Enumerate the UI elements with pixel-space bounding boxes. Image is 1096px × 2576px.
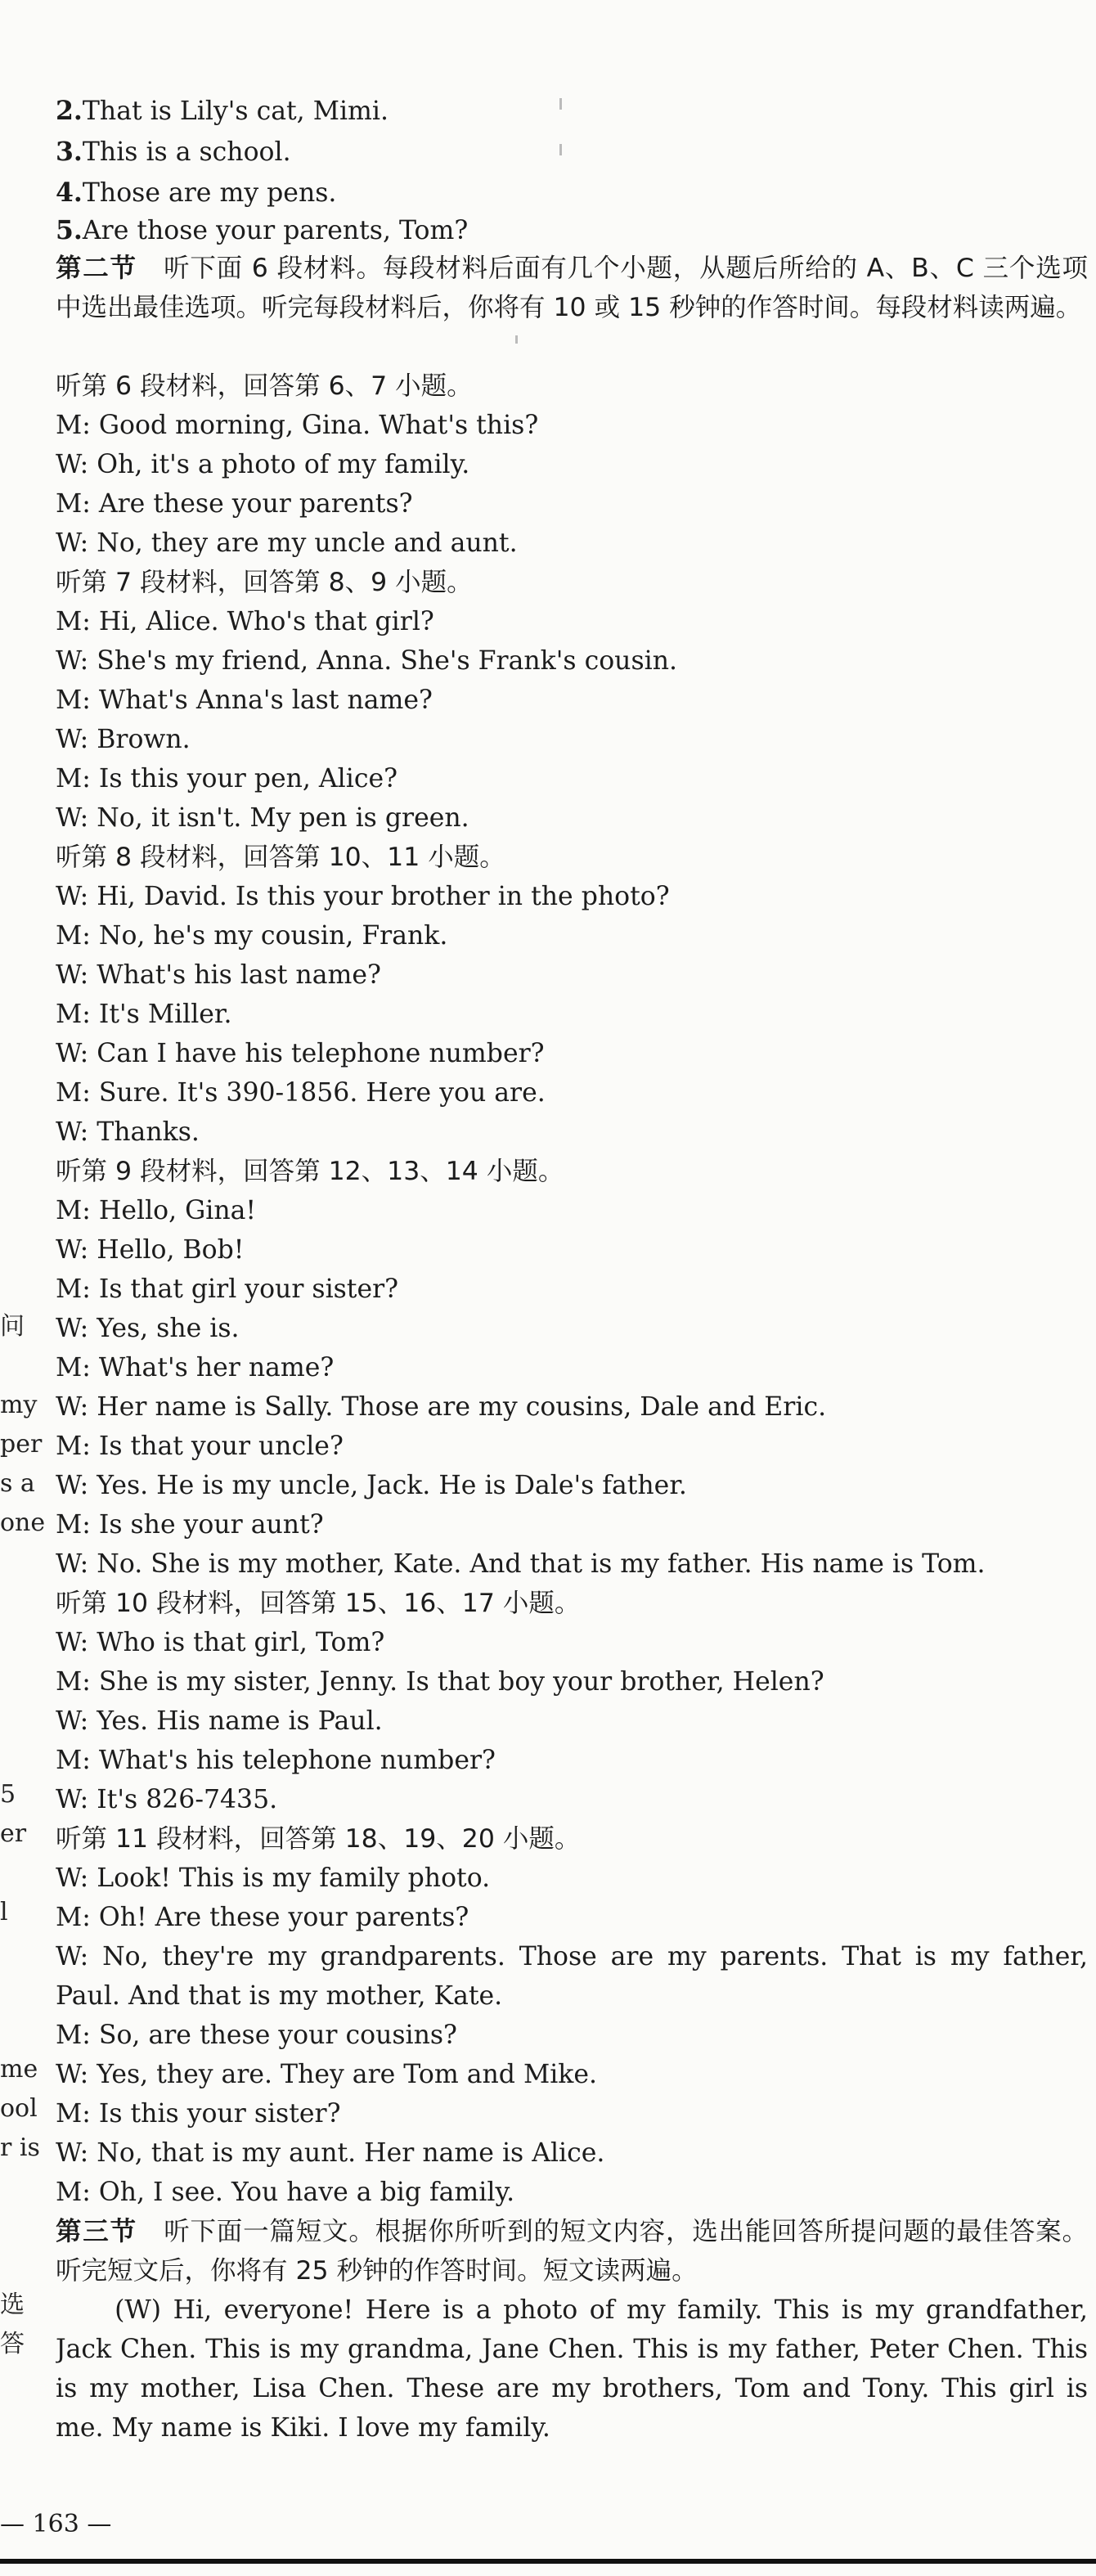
dialogue-line: M: Oh, I see. You have a big family.	[56, 2178, 515, 2207]
dialogue-line: M: Is this your pen, Alice?	[56, 764, 398, 793]
passage-paragraph: (W) Hi, everyone! Here is a photo of my family. This is my grandfather, Jack Chen. This is my grandma, Jane Chen. This is my father, Peter Chen. This is my mother, Lisa Chen. These are my brothers, Tom and Tony. This girl is me. My name is Kiki. I love my family.	[56, 2295, 1088, 2443]
dialogue-line: W: She's my friend, Anna. She's Frank's cousin.	[56, 646, 678, 676]
line-text: This is a school.	[82, 137, 291, 167]
answer-line-5	[56, 211, 1094, 250]
material-heading-7: 听第 7 段材料，回答第 8、9 小题。	[56, 568, 473, 597]
material-heading-11: 听第 11 段材料，回答第 18、19、20 小题。	[56, 1824, 581, 1854]
left-margin-fragment: 5	[0, 1780, 16, 1809]
dialogue-line: M: Sure. It's 390-1856. Here you are.	[56, 1078, 546, 1108]
left-margin-fragment: 问	[0, 1312, 25, 1341]
dialogue-line: M: Hi, Alice. Who's that girl?	[56, 607, 434, 636]
line-text: That is Lily's cat, Mimi.	[82, 97, 389, 126]
dialogue-line: M: No, he's my cousin, Frank.	[56, 921, 448, 951]
left-margin-fragment: ool	[0, 2094, 38, 2123]
dialogue-line: W: Yes, she is.	[56, 1314, 240, 1343]
material-heading-8: 听第 8 段材料，回答第 10、11 小题。	[56, 843, 505, 872]
left-margin-fragment: 答	[0, 2330, 25, 2358]
dialogue-line: M: Is this your sister?	[56, 2099, 341, 2129]
dialogue-line: M: What's her name?	[56, 1353, 335, 1382]
dialogue-line: M: What's Anna's last name?	[56, 686, 433, 715]
answer-line-3	[56, 133, 1094, 172]
dialogue-line: M: It's Miller.	[56, 1000, 232, 1029]
left-margin-fragment: s a	[0, 1469, 35, 1498]
left-margin-fragment: er	[0, 1819, 27, 1848]
scan-speck	[559, 144, 562, 155]
section-heading: 第二节	[56, 254, 137, 283]
item-number: 5.	[56, 215, 83, 245]
material-heading-9: 听第 9 段材料，回答第 12、13、14 小题。	[56, 1157, 564, 1186]
dialogue-line: M: So, are these your cousins?	[56, 2021, 457, 2050]
line-text: Are those your parents, Tom?	[82, 216, 469, 245]
dialogue-line: W: No, that is my aunt. Her name is Alice.	[56, 2138, 605, 2168]
dialogue-line: M: What's his telephone number?	[56, 1746, 496, 1775]
dialogue-line: M: Oh! Are these your parents?	[56, 1903, 469, 1932]
dialogue-line: W: It's 826-7435.	[56, 1785, 278, 1814]
dialogue-line: W: Oh, it's a photo of my family.	[56, 450, 470, 479]
dialogue-line: W: No, they're my grandparents. Those are my parents. That is my father, Paul. And that is my mother, Kate.	[56, 1942, 1088, 2011]
dialogue-line: W: Who is that girl, Tom?	[56, 1628, 385, 1657]
page-number: — 163 —	[0, 2510, 112, 2538]
section-heading: 第三节	[56, 2217, 137, 2246]
dialogue-line: M: She is my sister, Jenny. Is that boy your brother, Helen?	[56, 1667, 824, 1697]
section-3-instructions	[56, 2212, 1088, 2291]
item-number: 3.	[56, 137, 83, 167]
scan-speck	[559, 98, 562, 110]
left-margin-fragment: per	[0, 1430, 43, 1459]
dialogue-line: M: Is she your aunt?	[56, 1510, 324, 1540]
answer-line-4	[56, 173, 1094, 213]
line-text: Those are my pens.	[82, 178, 337, 208]
dialogue-line: W: No. She is my mother, Kate. And that is my father. His name is Tom.	[56, 1549, 986, 1579]
material-heading-6: 听第 6 段材料，回答第 6、7 小题。	[56, 371, 473, 401]
dialogue-line: M: Is that your uncle?	[56, 1432, 344, 1461]
left-margin-fragment: r is	[0, 2133, 40, 2162]
left-margin-fragment: my	[0, 1391, 38, 1419]
dialogue-line: M: Is that girl your sister?	[56, 1275, 399, 1304]
bottom-rule	[0, 2559, 1096, 2564]
section-2-instructions	[56, 249, 1088, 327]
dialogue-line: M: Hello, Gina!	[56, 1196, 257, 1225]
dialogue-line: W: No, they are my uncle and aunt.	[56, 528, 518, 558]
left-margin-fragment: me	[0, 2055, 38, 2084]
section-text: 听下面 6 段材料。每段材料后面有几个小题，从题后所给的 A、B、C 三个选项中选出最佳选项。听完每段材料后，你将有 10 或 15 秒钟的作答时间。每段材料读两遍。	[56, 254, 1088, 322]
dialogue-line: W: Her name is Sally. Those are my cousins, Dale and Eric.	[56, 1392, 827, 1422]
dialogue-line: W: What's his last name?	[56, 960, 381, 990]
dialogue-line: W: Can I have his telephone number?	[56, 1039, 545, 1068]
dialogue-line: W: Hello, Bob!	[56, 1235, 245, 1265]
left-margin-fragment: one	[0, 1508, 46, 1537]
dialogue-line: W: Look! This is my family photo.	[56, 1863, 491, 1893]
answer-line-2	[56, 92, 1094, 131]
left-margin-fragment: l	[0, 1898, 8, 1926]
dialogue-line: W: No, it isn't. My pen is green.	[56, 803, 469, 833]
dialogue-line: W: Thanks.	[56, 1117, 200, 1147]
scan-speck	[515, 335, 518, 344]
item-number: 2.	[56, 96, 83, 126]
dialogue-line: W: Yes, they are. They are Tom and Mike.	[56, 2060, 598, 2089]
dialogue-line: W: Yes. His name is Paul.	[56, 1706, 383, 1736]
section-text: 听下面一篇短文。根据你所听到的短文内容，选出能回答所提问题的最佳答案。听完短文后，你将有 25 秒钟的作答时间。短文读两遍。	[56, 2217, 1088, 2286]
dialogue-line: M: Good morning, Gina. What's this?	[56, 411, 539, 440]
left-margin-fragment: 选	[0, 2291, 25, 2319]
dialogue-line: M: Are these your parents?	[56, 489, 413, 519]
dialogue-line: W: Brown.	[56, 725, 191, 754]
dialogue-line: W: Yes. He is my uncle, Jack. He is Dale's father.	[56, 1471, 687, 1500]
material-heading-10: 听第 10 段材料，回答第 15、16、17 小题。	[56, 1589, 581, 1618]
item-number: 4.	[56, 178, 83, 208]
dialogue-line: W: Hi, David. Is this your brother in the photo?	[56, 882, 670, 911]
